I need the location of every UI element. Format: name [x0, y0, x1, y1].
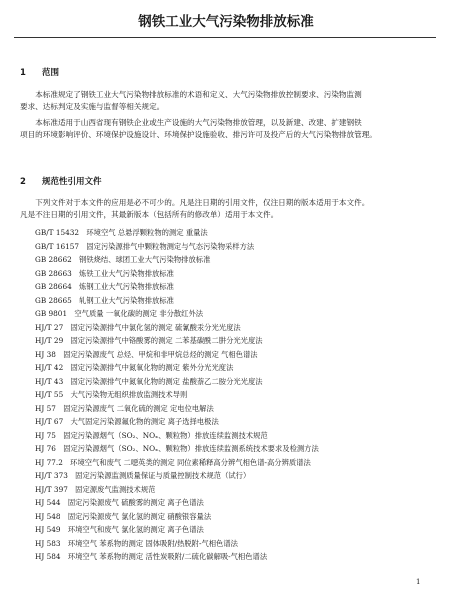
reference-item: HJ/T 67 大气固定污染源氟化物的测定 离子选择电极法: [35, 417, 219, 426]
paragraph-line: 本标准适用于山西省现有钢铁企业或生产设施的大气污染物排放管理，以及新建、改建、扩建钢铁: [35, 118, 362, 127]
section-1-number: 1: [20, 68, 26, 78]
reference-item: HJ/T 27 固定污染源排气中氯化氢的测定 硫氰酸汞分光光度法: [35, 322, 241, 332]
reference-item: HJ/T 42 固定污染源排气中氮氧化物的测定 紫外分光光度法: [35, 363, 234, 372]
paragraph-line: 凡是不注日期的引用文件，其最新版本（包括所有的修改单）适用于本文件。: [20, 210, 279, 219]
section-2-number: 2: [20, 177, 26, 187]
paragraph-line: 下列文件对于本文件的应用是必不可少的。凡是注日期的引用文件，仅注日期的版本适用于本文件。: [35, 198, 370, 207]
reference-item: HJ/T 55 大气污染物无组织排放监测技术导则: [35, 390, 188, 399]
reference-item: GB 9801 空气质量 一氧化碳的测定 非分散红外法: [35, 309, 204, 318]
section-2-heading: [20, 175, 102, 187]
section-1-heading: [20, 66, 59, 78]
reference-item: GB 28665 轧钢工业大气污染物排放标准: [35, 295, 174, 305]
reference-item: GB 28662 钢铁烧结、球团工业大气污染物排放标准: [35, 255, 211, 264]
paragraph-line: 本标准规定了钢铁工业大气污染物排放标准的术语和定义、大气污染物排放控制要求、污染物监测: [35, 90, 362, 99]
reference-item: HJ 77.2 环境空气和废气 二噁英类的测定 同位素稀释高分辨气相色谱-高分辨质谱法: [35, 457, 311, 467]
reference-list: [35, 226, 435, 564]
reference-item: GB 28664 炼钢工业大气污染物排放标准: [35, 282, 174, 291]
reference-item: HJ/T 373 固定污染源监测质量保证与质量控制技术规范（试行）: [35, 471, 251, 480]
reference-item: HJ/T 43 固定污染源排气中氮氧化物的测定 盐酸萘乙二胺分光光度法: [35, 376, 263, 386]
reference-item: HJ 75 固定污染源烟气（SO₂、NOₓ、颗粒物）排放连续监测技术规范: [35, 430, 268, 440]
reference-item: HJ/T 397 固定源废气监测技术规范: [35, 484, 156, 494]
section-1-paragraph-1: [20, 89, 434, 113]
section-2-intro: [20, 197, 434, 221]
reference-item: HJ 544 固定污染源废气 硫酸雾的测定 离子色谱法: [35, 498, 204, 507]
reference-item: HJ 583 环境空气 苯系物的测定 固体吸附/热脱附-气相色谱法: [35, 538, 238, 548]
paragraph-line: 项目的环境影响评价、环境保护设施设计、环境保护设施验收、排污许可及投产后的大气污染物排放管理。: [20, 130, 377, 139]
reference-item: HJ 57 固定污染源废气 二氧化硫的测定 定电位电解法: [35, 403, 214, 413]
reference-item: HJ 548 固定污染源废气 氯化氢的测定 硝酸银容量法: [35, 511, 212, 521]
section-2-title: 规范性引用文件: [42, 177, 102, 187]
paragraph-line: 要求、达标判定及实施与监督等相关规定。: [20, 102, 165, 111]
reference-item: HJ 584 环境空气 苯系物的测定 活性炭吸附/二硫化碳解吸-气相色谱法: [35, 552, 268, 561]
reference-item: HJ 76 固定污染源烟气（SO₂、NOₓ、颗粒物）排放连续监测系统技术要求及检测方法: [35, 444, 319, 453]
page-title: 钢铁工业大气污染物排放标准: [138, 14, 314, 30]
section-1-paragraph-2: [20, 117, 434, 141]
reference-item: HJ/T 29 固定污染源排气中铬酸雾的测定 二苯基碳酰二肼分光光度法: [35, 336, 263, 345]
reference-item: GB/T 15432 环境空气 总悬浮颗粒物的测定 重量法: [35, 228, 208, 237]
section-1-title: 范围: [42, 68, 60, 78]
title-divider: [14, 37, 436, 38]
reference-item: HJ 38 固定污染源废气 总烃、甲烷和非甲烷总烃的测定 气相色谱法: [35, 349, 258, 359]
page-number: 1: [416, 578, 421, 586]
reference-item: GB 28663 炼铁工业大气污染物排放标准: [35, 268, 174, 278]
reference-item: GB/T 16157 固定污染源排气中颗粒物测定与气态污染物采样方法: [35, 241, 255, 251]
reference-item: HJ 549 环境空气和废气 氯化氢的测定 离子色谱法: [35, 525, 204, 534]
